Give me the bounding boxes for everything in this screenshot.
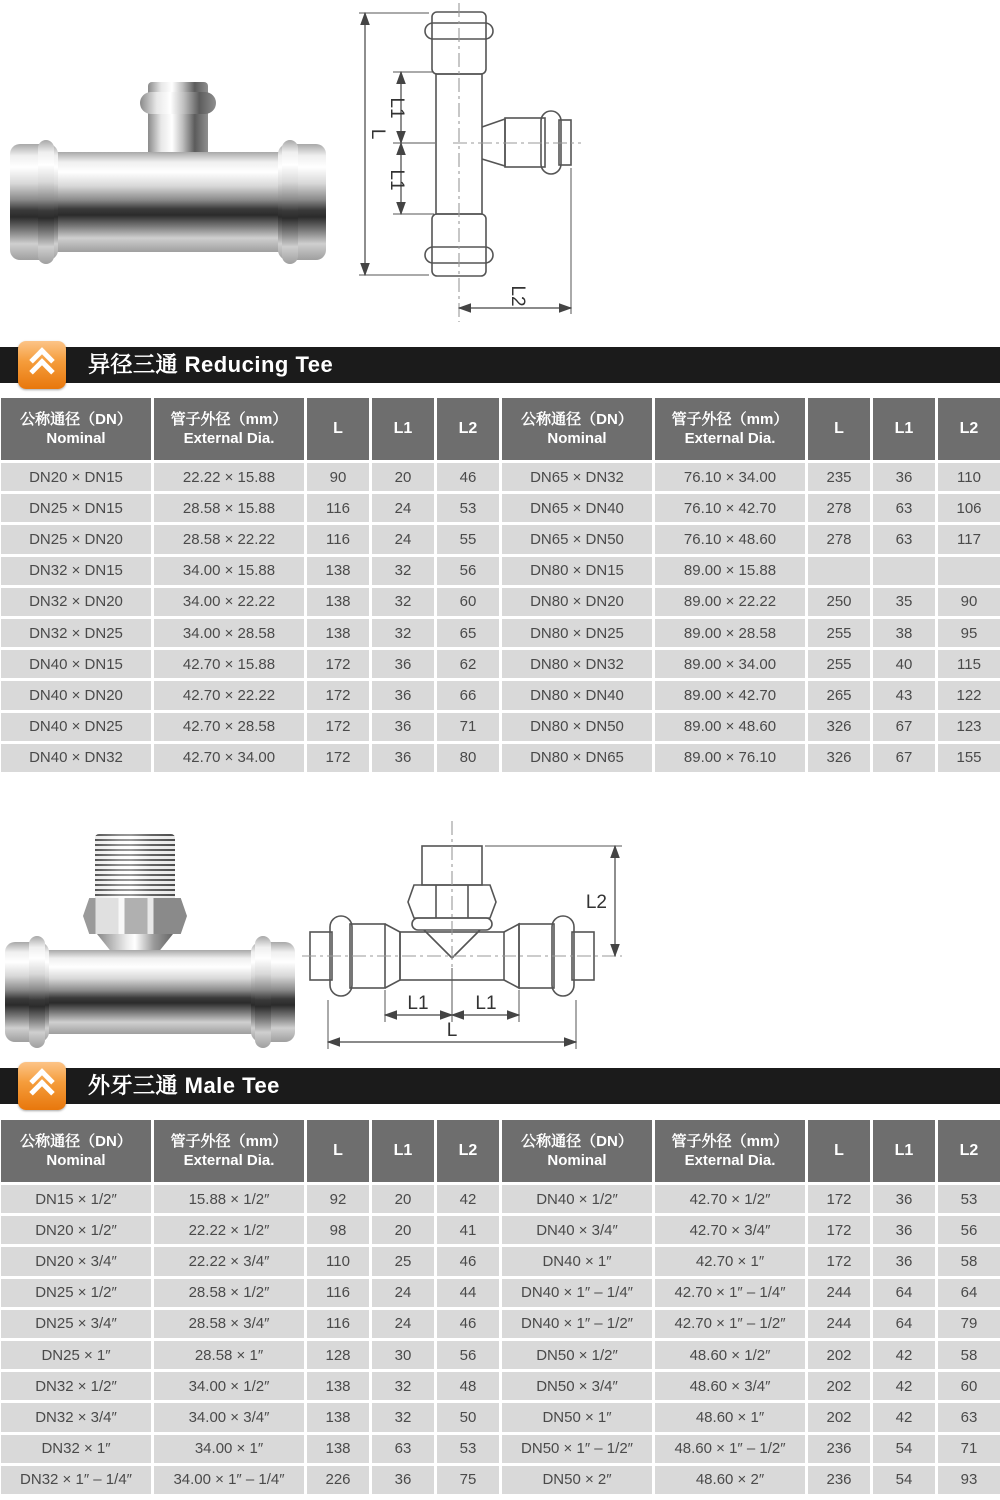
table-cell: 42.70 × 1″ xyxy=(655,1247,805,1275)
dim-label-l: L xyxy=(367,128,388,140)
table-cell: 34.00 × 1″ xyxy=(154,1435,304,1463)
dim-label-l2: L2 xyxy=(585,892,607,913)
table-cell: 202 xyxy=(808,1403,870,1431)
table-cell: 128 xyxy=(307,1341,369,1369)
table-cell: 28.58 × 15.88 xyxy=(154,494,304,522)
male-tee-photo xyxy=(5,822,295,1060)
table-cell: 46 xyxy=(437,1247,499,1275)
fitting-branch-ring-shape xyxy=(140,92,216,114)
reducing-tee-photo xyxy=(8,60,328,300)
dim-label-l1-right: L1 xyxy=(475,993,497,1014)
table-cell: 34.00 × 1″ – 1/4″ xyxy=(154,1466,304,1494)
table-cell: 48.60 × 2″ xyxy=(655,1466,805,1494)
column-header: 管子外径（mm） External Dia. xyxy=(154,398,304,460)
table-cell: DN32 × DN25 xyxy=(1,619,151,647)
table-cell: 172 xyxy=(808,1216,870,1244)
table-cell: 115 xyxy=(938,650,1000,678)
table-cell: 48 xyxy=(437,1372,499,1400)
table-cell: 36 xyxy=(873,1247,935,1275)
table-cell: DN80 × DN20 xyxy=(502,588,652,616)
column-header: L1 xyxy=(873,398,935,460)
table-cell: 22.22 × 15.88 xyxy=(154,463,304,491)
table-cell: 53 xyxy=(437,1435,499,1463)
table-cell: DN40 × 1″ – 1/2″ xyxy=(502,1310,652,1338)
column-header: 公称通径（DN） Nominal xyxy=(502,398,652,460)
table-cell: 71 xyxy=(938,1435,1000,1463)
table-cell: 38 xyxy=(873,619,935,647)
table-cell: 244 xyxy=(808,1310,870,1338)
table-cell: DN50 × 1″ xyxy=(502,1403,652,1431)
fitting-left-ring-shape xyxy=(29,936,45,1048)
table-cell: 265 xyxy=(808,681,870,709)
table-cell: 255 xyxy=(808,619,870,647)
table-cell: 32 xyxy=(372,619,434,647)
table-cell: 106 xyxy=(938,494,1000,522)
table-cell: 56 xyxy=(938,1216,1000,1244)
table-cell: 90 xyxy=(307,463,369,491)
table-cell: 42 xyxy=(437,1185,499,1213)
table-cell: 36 xyxy=(372,744,434,772)
dim-label-l: L xyxy=(446,1020,458,1041)
table-cell: 116 xyxy=(307,494,369,522)
table-cell: 117 xyxy=(938,525,1000,553)
table-cell xyxy=(808,557,870,585)
column-header: L1 xyxy=(372,398,434,460)
table-cell: 67 xyxy=(873,744,935,772)
table-cell: 138 xyxy=(307,1372,369,1400)
column-header: L2 xyxy=(437,1120,499,1182)
chevron-up-icon xyxy=(18,1062,66,1110)
table-cell: 90 xyxy=(938,588,1000,616)
table-cell: 89.00 × 42.70 xyxy=(655,681,805,709)
table-cell: 255 xyxy=(808,650,870,678)
column-header: L xyxy=(307,1120,369,1182)
table-cell: 89.00 × 48.60 xyxy=(655,713,805,741)
section-title: 异径三通 Reducing Tee xyxy=(88,352,334,377)
table-cell: 53 xyxy=(938,1185,1000,1213)
table-cell: DN15 × 1/2″ xyxy=(1,1185,151,1213)
table-cell: 53 xyxy=(437,494,499,522)
table-cell: DN40 × DN32 xyxy=(1,744,151,772)
table-cell: 54 xyxy=(873,1435,935,1463)
table-cell: 64 xyxy=(938,1279,1000,1307)
table-cell: 138 xyxy=(307,557,369,585)
table-cell: 58 xyxy=(938,1247,1000,1275)
table-cell: 28.58 × 22.22 xyxy=(154,525,304,553)
dim-label-l1-bottom: L1 xyxy=(386,169,407,191)
table-cell: DN25 × DN20 xyxy=(1,525,151,553)
table-cell: 122 xyxy=(938,681,1000,709)
table-cell: 34.00 × 3/4″ xyxy=(154,1403,304,1431)
table-cell: 326 xyxy=(808,744,870,772)
table-cell: 34.00 × 15.88 xyxy=(154,557,304,585)
table-cell: 32 xyxy=(372,1403,434,1431)
table-cell: DN40 × 1″ xyxy=(502,1247,652,1275)
fitting-body-shape xyxy=(36,152,300,252)
table-cell: 22.22 × 3/4″ xyxy=(154,1247,304,1275)
table-cell: 63 xyxy=(372,1435,434,1463)
table-cell: 42 xyxy=(873,1372,935,1400)
table-cell: 46 xyxy=(437,1310,499,1338)
table-cell: 76.10 × 48.60 xyxy=(655,525,805,553)
reducing-tee-drawing xyxy=(335,0,690,335)
table-cell: 20 xyxy=(372,1185,434,1213)
table-cell: 75 xyxy=(437,1466,499,1494)
fitting-outline xyxy=(425,12,571,276)
table-cell: DN65 × DN50 xyxy=(502,525,652,553)
table-cell: 66 xyxy=(437,681,499,709)
table-cell: 42 xyxy=(873,1341,935,1369)
table-cell: 63 xyxy=(873,525,935,553)
table-cell: 202 xyxy=(808,1341,870,1369)
table-cell: 172 xyxy=(307,681,369,709)
table-cell: 95 xyxy=(938,619,1000,647)
table-cell: DN65 × DN32 xyxy=(502,463,652,491)
table-cell: 93 xyxy=(938,1466,1000,1494)
table-cell: 138 xyxy=(307,619,369,647)
table-cell: 41 xyxy=(437,1216,499,1244)
table-cell xyxy=(938,557,1000,585)
table-cell: DN80 × DN65 xyxy=(502,744,652,772)
table-cell: DN40 × 3/4″ xyxy=(502,1216,652,1244)
table-cell: 138 xyxy=(307,588,369,616)
table-cell: 138 xyxy=(307,1435,369,1463)
threaded-branch-shape xyxy=(95,834,175,902)
table-cell: DN20 × 1/2″ xyxy=(1,1216,151,1244)
column-header: 管子外径（mm） External Dia. xyxy=(154,1120,304,1182)
table-cell: 79 xyxy=(938,1310,1000,1338)
table-cell: 76.10 × 42.70 xyxy=(655,494,805,522)
table-cell: 250 xyxy=(808,588,870,616)
table-cell: 22.22 × 1/2″ xyxy=(154,1216,304,1244)
table-cell: 46 xyxy=(437,463,499,491)
table-cell: 116 xyxy=(307,1279,369,1307)
table-cell: 36 xyxy=(873,1216,935,1244)
table-cell: 278 xyxy=(808,494,870,522)
table-cell: DN50 × 1/2″ xyxy=(502,1341,652,1369)
column-header: 管子外径（mm） External Dia. xyxy=(655,398,805,460)
table-cell: 172 xyxy=(307,650,369,678)
table-cell: DN80 × DN40 xyxy=(502,681,652,709)
table-cell: 65 xyxy=(437,619,499,647)
column-header: L xyxy=(808,398,870,460)
table-cell: 40 xyxy=(873,650,935,678)
table-cell: 244 xyxy=(808,1279,870,1307)
table-cell: 172 xyxy=(307,713,369,741)
table-cell: DN32 × DN15 xyxy=(1,557,151,585)
table-cell: 15.88 × 1/2″ xyxy=(154,1185,304,1213)
table-cell: 44 xyxy=(437,1279,499,1307)
table-cell: 110 xyxy=(938,463,1000,491)
table-cell: 172 xyxy=(808,1185,870,1213)
table-cell: DN32 × 1″ – 1/4″ xyxy=(1,1466,151,1494)
table-cell: DN80 × DN25 xyxy=(502,619,652,647)
table-cell: 64 xyxy=(873,1279,935,1307)
table-cell: 43 xyxy=(873,681,935,709)
table-cell: 34.00 × 28.58 xyxy=(154,619,304,647)
table-cell: 48.60 × 1/2″ xyxy=(655,1341,805,1369)
table-cell: 42.70 × 15.88 xyxy=(154,650,304,678)
table-cell: DN50 × 1″ – 1/2″ xyxy=(502,1435,652,1463)
table-cell: 138 xyxy=(307,1403,369,1431)
table-cell: DN25 × DN15 xyxy=(1,494,151,522)
table-cell: 24 xyxy=(372,1279,434,1307)
table-cell: DN80 × DN32 xyxy=(502,650,652,678)
column-header: L2 xyxy=(938,1120,1000,1182)
fitting-right-ring-shape xyxy=(282,140,298,264)
table-cell: 55 xyxy=(437,525,499,553)
table-cell: 35 xyxy=(873,588,935,616)
table-cell: DN20 × DN15 xyxy=(1,463,151,491)
dim-label-l2: L2 xyxy=(507,285,528,307)
table-cell: DN20 × 3/4″ xyxy=(1,1247,151,1275)
column-header: L xyxy=(808,1120,870,1182)
column-header: L1 xyxy=(372,1120,434,1182)
fitting-right-ring-shape xyxy=(255,936,271,1048)
extension-lines xyxy=(328,846,622,1049)
table-cell: DN25 × 3/4″ xyxy=(1,1310,151,1338)
table-cell: 56 xyxy=(437,557,499,585)
male-tee-table xyxy=(1,1120,1000,1494)
table-cell: 20 xyxy=(372,463,434,491)
table-cell: 89.00 × 76.10 xyxy=(655,744,805,772)
table-cell: 28.58 × 3/4″ xyxy=(154,1310,304,1338)
table-cell: 36 xyxy=(372,681,434,709)
reducing-tee-table xyxy=(1,398,1000,772)
table-cell: 62 xyxy=(437,650,499,678)
table-cell: 172 xyxy=(307,744,369,772)
table-cell: DN40 × DN25 xyxy=(1,713,151,741)
table-cell: 58 xyxy=(938,1341,1000,1369)
table-cell: 24 xyxy=(372,1310,434,1338)
chevron-up-icon xyxy=(18,341,66,389)
table-cell: 56 xyxy=(437,1341,499,1369)
table-cell: DN50 × 3/4″ xyxy=(502,1372,652,1400)
table-cell: 48.60 × 1″ – 1/2″ xyxy=(655,1435,805,1463)
table-cell: 64 xyxy=(873,1310,935,1338)
table-cell: 116 xyxy=(307,1310,369,1338)
table-cell: 34.00 × 22.22 xyxy=(154,588,304,616)
table-cell: 98 xyxy=(307,1216,369,1244)
section-header-reducing-tee xyxy=(0,347,1000,383)
table-cell: 25 xyxy=(372,1247,434,1275)
extension-lines xyxy=(359,13,571,314)
table-cell: 20 xyxy=(372,1216,434,1244)
table-cell: 92 xyxy=(307,1185,369,1213)
table-cell: DN32 × 1″ xyxy=(1,1435,151,1463)
table-cell: 326 xyxy=(808,713,870,741)
table-cell: 89.00 × 15.88 xyxy=(655,557,805,585)
table-cell: 80 xyxy=(437,744,499,772)
table-cell: 24 xyxy=(372,494,434,522)
table-cell: 123 xyxy=(938,713,1000,741)
table-cell: 32 xyxy=(372,588,434,616)
table-cell: 36 xyxy=(372,1466,434,1494)
table-cell: 48.60 × 1″ xyxy=(655,1403,805,1431)
table-cell: DN32 × 3/4″ xyxy=(1,1403,151,1431)
table-cell: 89.00 × 34.00 xyxy=(655,650,805,678)
fitting-left-ring-shape xyxy=(38,140,54,264)
column-header: L2 xyxy=(437,398,499,460)
table-cell: 24 xyxy=(372,525,434,553)
table-cell: DN40 × 1″ – 1/4″ xyxy=(502,1279,652,1307)
table-cell: DN40 × DN20 xyxy=(1,681,151,709)
table-cell: 172 xyxy=(808,1247,870,1275)
dim-label-l1-left: L1 xyxy=(407,993,429,1014)
table-cell: DN80 × DN50 xyxy=(502,713,652,741)
table-cell: 50 xyxy=(437,1403,499,1431)
table-cell: DN25 × 1/2″ xyxy=(1,1279,151,1307)
table-cell: 235 xyxy=(808,463,870,491)
table-cell: 67 xyxy=(873,713,935,741)
column-header: L1 xyxy=(873,1120,935,1182)
table-cell: 34.00 × 1/2″ xyxy=(154,1372,304,1400)
table-cell: 226 xyxy=(307,1466,369,1494)
column-header: L xyxy=(307,398,369,460)
table-cell: DN40 × 1/2″ xyxy=(502,1185,652,1213)
table-cell: 28.58 × 1″ xyxy=(154,1341,304,1369)
table-cell: 32 xyxy=(372,1372,434,1400)
table-cell: 42 xyxy=(873,1403,935,1431)
table-cell: 236 xyxy=(808,1435,870,1463)
table-cell: 278 xyxy=(808,525,870,553)
table-cell: 110 xyxy=(307,1247,369,1275)
table-cell: 28.58 × 1/2″ xyxy=(154,1279,304,1307)
column-header: 管子外径（mm） External Dia. xyxy=(655,1120,805,1182)
table-cell: 36 xyxy=(873,463,935,491)
table-cell: 36 xyxy=(372,650,434,678)
table-cell: 36 xyxy=(873,1185,935,1213)
table-cell: DN65 × DN40 xyxy=(502,494,652,522)
table-cell: DN32 × 1/2″ xyxy=(1,1372,151,1400)
table-cell: DN50 × 2″ xyxy=(502,1466,652,1494)
column-header: L2 xyxy=(938,398,1000,460)
section-title: 外牙三通 Male Tee xyxy=(88,1073,280,1098)
table-cell: 63 xyxy=(938,1403,1000,1431)
table-cell: 116 xyxy=(307,525,369,553)
hex-nut-shape xyxy=(83,898,187,934)
table-cell: 89.00 × 22.22 xyxy=(655,588,805,616)
table-cell: 202 xyxy=(808,1372,870,1400)
table-cell: 60 xyxy=(437,588,499,616)
table-cell: 30 xyxy=(372,1341,434,1369)
table-cell: 236 xyxy=(808,1466,870,1494)
table-cell: 54 xyxy=(873,1466,935,1494)
table-cell: 36 xyxy=(372,713,434,741)
table-cell: 48.60 × 3/4″ xyxy=(655,1372,805,1400)
table-cell: DN25 × 1″ xyxy=(1,1341,151,1369)
table-cell: DN32 × DN20 xyxy=(1,588,151,616)
table-cell xyxy=(873,557,935,585)
table-cell: 76.10 × 34.00 xyxy=(655,463,805,491)
fitting-body-shape xyxy=(27,950,273,1034)
column-header: 公称通径（DN） Nominal xyxy=(502,1120,652,1182)
table-cell: 32 xyxy=(372,557,434,585)
table-cell: 42.70 × 1/2″ xyxy=(655,1185,805,1213)
table-cell: 42.70 × 22.22 xyxy=(154,681,304,709)
table-cell: 42.70 × 28.58 xyxy=(154,713,304,741)
table-cell: 60 xyxy=(938,1372,1000,1400)
table-cell: 42.70 × 1″ – 1/2″ xyxy=(655,1310,805,1338)
table-cell: 42.70 × 1″ – 1/4″ xyxy=(655,1279,805,1307)
table-cell: 71 xyxy=(437,713,499,741)
table-cell: 63 xyxy=(873,494,935,522)
table-cell: 42.70 × 3/4″ xyxy=(655,1216,805,1244)
column-header: 公称通径（DN） Nominal xyxy=(1,398,151,460)
table-cell: 155 xyxy=(938,744,1000,772)
table-cell: DN40 × DN15 xyxy=(1,650,151,678)
dim-label-l1-top: L1 xyxy=(386,97,407,119)
male-tee-drawing xyxy=(300,818,640,1060)
table-cell: 42.70 × 34.00 xyxy=(154,744,304,772)
section-header-male-tee xyxy=(0,1068,1000,1104)
table-cell: 89.00 × 28.58 xyxy=(655,619,805,647)
table-cell: DN80 × DN15 xyxy=(502,557,652,585)
column-header: 公称通径（DN） Nominal xyxy=(1,1120,151,1182)
